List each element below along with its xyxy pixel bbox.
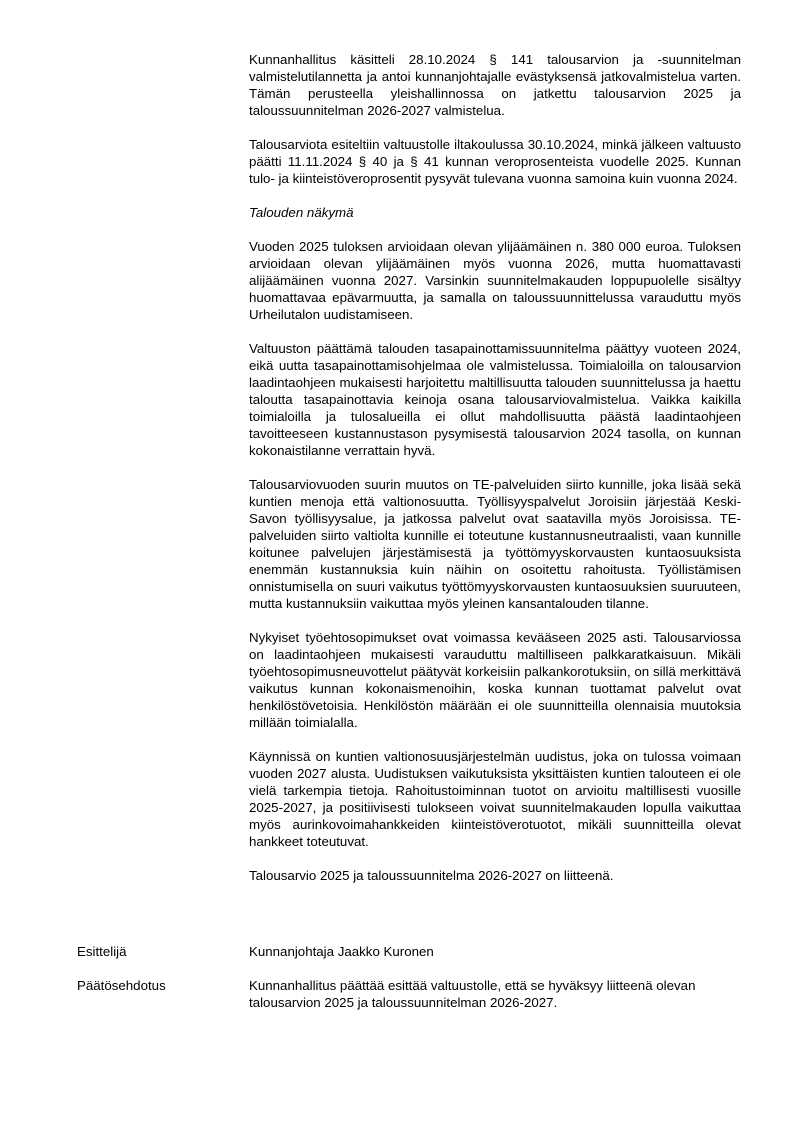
- paragraph-result-forecast: Vuoden 2025 tuloksen arvioidaan olevan ylijäämäinen n. 380 000 euroa. Tuloksen arvioidaan olevan ylijäämäinen myös vuonna 2026, mutta huomattavasti alijäämäinen vuonna 2027. Varsinkin suunnitelmakauden loppupuolelle sisältyy huomattavaa epävarmuutta, ja samalla on taloussuunnittelussa varauduttu myös Urheilutalon uudistamiseen.: [249, 239, 741, 322]
- section-heading-economic-outlook: Talouden näkymä: [249, 205, 354, 220]
- proposal-label: Päätösehdotus: [77, 978, 166, 993]
- paragraph-collective-agreements: Nykyiset työehtosopimukset ovat voimassa kevääseen 2025 asti. Talousarviossa on laadintaohjeen mukaisesti varauduttu maltilliseen palkkaratkaisuun. Mikäli työehtosopimusneuvottelut päätyvät korkeisiin palkankorotuksiin, on sillä merkittävä vaikutus kunnan kokonaismenoihin, koska kunnan tuottamat palvelut ovat henkilöstövetoisia. Henkilöstön määrään ei ole suunnitteilla olennaisia muutoksia millään toimialalla.: [249, 630, 741, 730]
- presenter-value: Kunnanjohtaja Jaakko Kuronen: [249, 944, 434, 959]
- paragraph-attachment-note: Talousarvio 2025 ja taloussuunnitelma 2026-2027 on liitteenä.: [249, 868, 614, 883]
- document-body: [249, 51, 741, 901]
- paragraph-preparation: Kunnanhallitus käsitteli 28.10.2024 § 141 talousarvion ja -suunnitelman valmistelutilannetta ja antoi kunnanjohtajalle evästyksensä jatkovalmistelua varten. Tämän perusteella yleishallinnossa on jatkettu talousarvion 2025 ja taloussuunnitelman 2026-2027 valmistelua.: [249, 52, 741, 118]
- proposal-value: Kunnanhallitus päättää esittää valtuustolle, että se hyväksyy liitteenä olevan talousarvion 2025 ja taloussuunnitelman 2026-2027.: [249, 978, 696, 1010]
- paragraph-state-subsidy-reform: Käynnissä on kuntien valtionosuusjärjestelmän uudistus, joka on tulossa voimaan vuoden 2027 alusta. Uudistuksen vaikutuksista yksittäisten kuntien talouteen ei ole vielä tarkempia tietoja. Rahoitustoiminnan tuotot on arvioitu maltillisesti vuosille 2025-2027, ja positiivisesti tulokseen voivat suunnitelmakauden lopulla vaikuttaa myös aurinkovoimahankkeiden kiinteistöverotuotot, mikäli suunnitteilla olevat hankkeet toteutuvat.: [249, 749, 741, 849]
- paragraph-tax-rates: Talousarviota esiteltiin valtuustolle iltakoulussa 30.10.2024, minkä jälkeen valtuusto päätti 11.11.2024 § 40 ja § 41 kunnan veroprosenteista vuodelle 2025. Kunnan tulo- ja kiinteistöveroprosentit pysyvät tulevana vuonna samoina kuin vuonna 2024.: [249, 137, 741, 186]
- paragraph-balancing-plan: Valtuuston päättämä talouden tasapainottamissuunnitelma päättyy vuoteen 2024, eikä uutta tasapainottamisohjelmaa ole valmistelussa. Toimialoilla on talousarvion laadintaohjeen mukaisesti harjoitettu maltillisuutta talouden suunnittelussa ja haettu taloutta tasapainottavia keinoja osana talousarviovalmistelua. Vaikka kaikilla toimialoilla ja tulosalueilla ei ollut mahdollisuutta päästä laadintaohjeen tavoitteeseen kustannustason pysymisestä talousarvion 2024 tasolla, on kunnan kokonaistilanne verrattain hyvä.: [249, 341, 741, 458]
- paragraph-te-services: Talousarviovuoden suurin muutos on TE-palveluiden siirto kunnille, joka lisää sekä kuntien menoja että valtionosuutta. Työllisyyspalvelut Joroisiin järjestää Keski-Savon työllisyysalue, ja jatkossa palvelut ovat saatavilla myös Joroisissa. TE-palveluiden siirto valtiolta kunnille ei toteutune kustannusneutraalisti, vaan kunnille koitunee palvelujen järjestämisestä ja työttömyyskorvausten kuntaosuuksista enemmän kustannuksia kuin näihin on osoitettu rahoitusta. Työllistämisen onnistumisella on suuri vaikutus työttömyyskorvausten kuntaosuuksien suuruuteen, mutta kustannuksiin vaikuttaa myös yleinen kansantalouden tilanne.: [249, 477, 741, 611]
- presenter-label: Esittelijä: [77, 944, 127, 959]
